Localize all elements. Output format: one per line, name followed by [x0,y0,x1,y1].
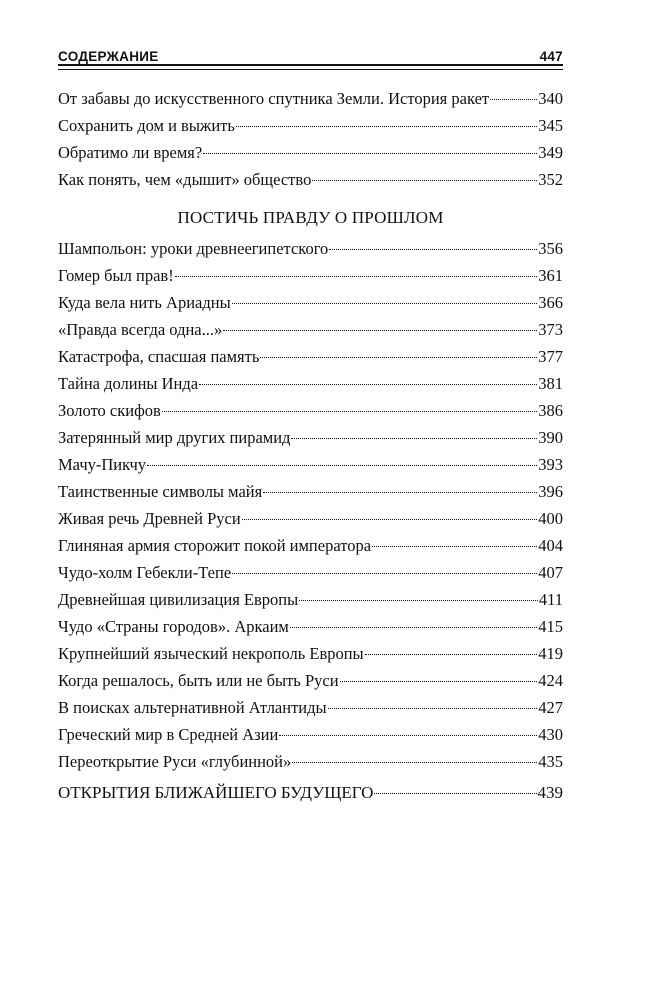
dot-leader [312,180,537,181]
toc-entry-title: Переоткрытие Руси «глубинной» [58,752,292,771]
toc-entry[interactable] [58,139,563,166]
toc-entry[interactable] [58,559,563,586]
toc-entry-title: Затерянный мир других пирамид [58,428,291,447]
toc-entry[interactable] [58,505,563,532]
toc-entry-page: 356 [538,239,563,258]
toc-entry-page: 340 [538,89,563,108]
toc-entry[interactable] [58,721,563,748]
dot-leader [223,330,537,331]
toc-entry[interactable] [58,478,563,505]
toc-entry[interactable] [58,166,563,193]
dot-leader [329,249,537,250]
toc-entry-page: 424 [538,671,563,690]
toc-entry-page: 435 [538,752,563,771]
toc-entry-page: 381 [538,374,563,393]
dot-leader [372,546,537,547]
toc-entry-page: 419 [538,644,563,663]
toc-entry-page: 361 [538,266,563,285]
toc-entry-page: 430 [538,725,563,744]
toc-entry-title: Чудо-холм Гебекли-Тепе [58,563,232,582]
toc-entry[interactable] [58,424,563,451]
dot-leader [291,438,537,439]
toc-entry-title: Катастрофа, спасшая память [58,347,260,366]
header-page-number: 447 [539,49,563,64]
section-heading: ПОСТИЧЬ ПРАВДУ О ПРОШЛОМ [177,208,444,227]
toc-entry-page: 377 [538,347,563,366]
toc-entry-title: Таинственные символы майя [58,482,263,501]
toc-entry-page: 393 [538,455,563,474]
dot-leader [292,762,537,763]
toc-entry[interactable] [58,343,563,370]
dot-leader [232,303,538,304]
dot-leader [199,384,537,385]
header-rule-thick [58,64,563,66]
dot-leader [490,99,537,100]
toc-entry[interactable] [58,532,563,559]
header-rule-thin [58,69,563,70]
toc-entry-title: Гомер был прав! [58,266,174,285]
dot-leader [279,735,537,736]
toc-entry-title: В поисках альтернативной Атлантиды [58,698,327,717]
toc-entry-page: 400 [538,509,563,528]
toc-entry-title: От забавы до искусственного спутника Земли. История ракет [58,89,490,108]
toc-entry-title: «Правда всегда одна...» [58,320,223,339]
header-title: СОДЕРЖАНИЕ [58,49,159,64]
toc-entry-title: Мачу-Пикчу [58,455,147,474]
toc-entry-page: 407 [538,563,563,582]
toc-entry[interactable] [58,397,563,424]
toc-entry-page: 366 [538,293,563,312]
dot-leader [365,654,538,655]
toc-entry-page: 352 [538,170,563,189]
toc-entry-title: Как понять, чем «дышит» общество [58,170,312,189]
toc-entry[interactable] [58,748,563,775]
toc-entry-title: Шампольон: уроки древнеегипетского [58,239,329,258]
toc-entry-title: Золото скифов [58,401,161,420]
toc-entry-title: Греческий мир в Средней Азии [58,725,279,744]
toc-entry-title: Чудо «Страны городов». Аркаим [58,617,289,636]
toc-entry-title: ОТКРЫТИЯ БЛИЖАЙШЕГО БУДУЩЕГО [58,783,374,802]
toc-entry[interactable] [58,85,563,112]
dot-leader [162,411,537,412]
toc-entry-title: Куда вела нить Ариадны [58,293,231,312]
dot-leader [203,153,537,154]
dot-leader [299,600,538,601]
toc-entry-title: Обратимо ли время? [58,143,203,162]
toc-entry[interactable] [58,586,563,613]
toc-entry[interactable] [58,289,563,316]
toc-entry[interactable] [58,316,563,343]
toc-entry-title: Живая речь Древней Руси [58,509,241,528]
toc-entry[interactable] [58,694,563,721]
toc-entry-title: Тайна долины Инда [58,374,199,393]
toc-entry-page: 345 [538,116,563,135]
toc-entry[interactable] [58,262,563,289]
dot-leader [175,276,538,277]
dot-leader [263,492,537,493]
toc-entry-title: Глиняная армия сторожит покой императора [58,536,372,555]
dot-leader [340,681,538,682]
dot-leader [290,627,537,628]
toc-entry[interactable] [58,112,563,139]
toc-entry-title: Сохранить дом и выжить [58,116,235,135]
toc-entry-major[interactable] [58,779,563,806]
toc-entry[interactable] [58,370,563,397]
toc-entry-title: Крупнейший языческий некрополь Европы [58,644,364,663]
toc-entry-page: 396 [538,482,563,501]
toc-entry[interactable] [58,613,563,640]
toc-entry-page: 439 [537,783,563,802]
dot-leader [232,573,537,574]
dot-leader [242,519,538,520]
toc-entry-title: Древнейшая цивилизация Европы [58,590,299,609]
toc-entry[interactable] [58,667,563,694]
dot-leader [374,793,536,794]
toc-entry-page: 349 [538,143,563,162]
toc-entry-page: 373 [538,320,563,339]
running-header [58,40,563,64]
toc-entry-page: 415 [538,617,563,636]
toc-entry-page: 386 [538,401,563,420]
toc-entry-title: Когда решалось, быть или не быть Руси [58,671,339,690]
table-of-contents [58,85,563,806]
toc-entry-page: 390 [538,428,563,447]
toc-entry-page: 411 [538,590,563,609]
dot-leader [260,357,537,358]
toc-entry-page: 427 [538,698,563,717]
dot-leader [328,708,538,709]
toc-entry[interactable] [58,451,563,478]
toc-entry[interactable] [58,640,563,667]
toc-entry[interactable] [58,235,563,262]
toc-entry-page: 404 [538,536,563,555]
dot-leader [236,126,537,127]
dot-leader [147,465,537,466]
